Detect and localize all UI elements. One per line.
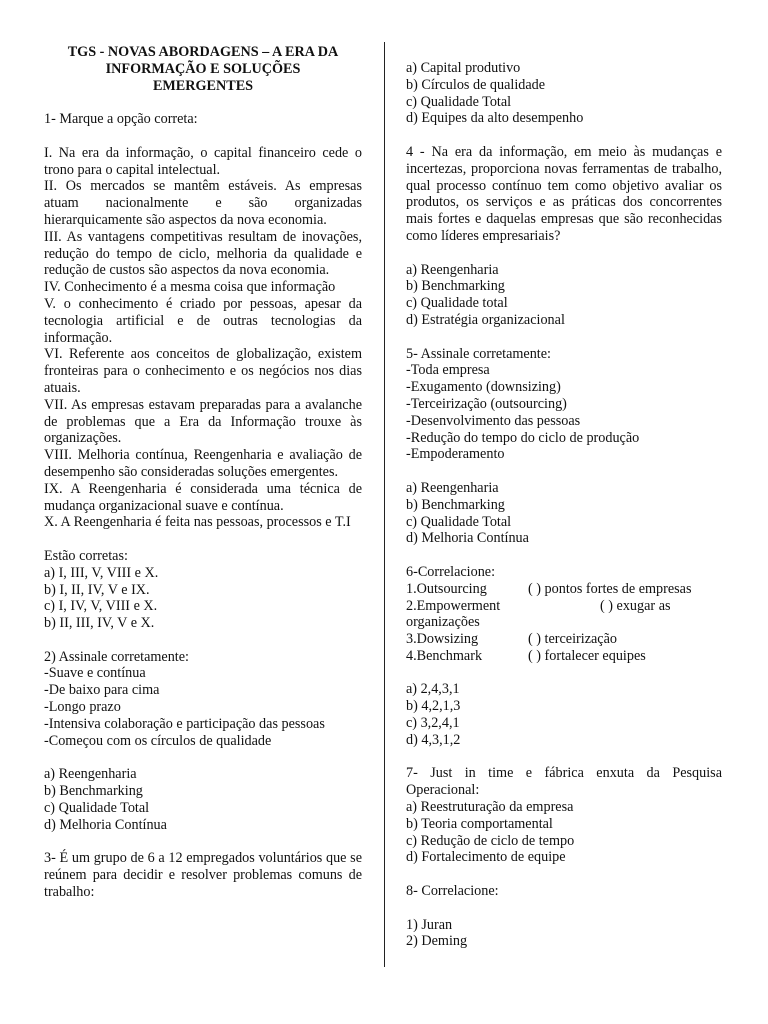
q6-pair [406,648,722,665]
q1-statement: VI. Referente aos conceitos de globalização, existem fronteiras para o conhecimento e os negócios nos dias atuais. [44,346,362,396]
q3-option: a) Capital produtivo [406,60,521,76]
q3-option: c) Qualidade Total [406,93,512,110]
q2-item: -Intensiva colaboração e participação das pessoas [44,715,325,732]
q8-prompt: 8- Correlacione: [406,883,499,900]
q2-item: -De baixo para cima [44,682,160,699]
q2-item: -Suave e contínua [44,665,146,682]
q6-pair [406,631,722,648]
q4-option: c) Qualidade total [406,295,508,312]
q3-option: d) Equipes da alto desempenho [406,110,584,127]
q3-option: b) Círculos de qualidade [406,76,546,93]
q2-prompt: 2) Assinale corretamente: [44,648,189,665]
q1-statement: X. A Reengenharia é feita nas pessoas, processos e T.I [44,514,351,531]
q1-statement: VII. As empresas estavam preparadas para a avalanche de problemas que a Era da Informação trouxe às organizações. [44,396,362,447]
title-line: INFORMAÇÃO E SOLUÇÕES [105,60,301,77]
q5-item: -Empoderamento [406,446,505,463]
q6-pair-right: ( ) pontos fortes de empresas [528,580,692,597]
q7-option: b) Teoria comportamental [406,815,553,832]
q4-option: d) Estratégia organizacional [406,311,565,328]
q5-item: -Desenvolvimento das pessoas [406,412,581,429]
q5-option: d) Melhoria Contínua [406,530,529,547]
q6-pair [406,581,722,598]
q1-option: c) I, IV, V, VIII e X. [44,598,158,615]
document-title [44,44,362,94]
q5-prompt: 5- Assinale corretamente: [406,345,551,362]
q2-option: a) Reengenharia [44,766,137,783]
q4-option: a) Reengenharia [406,261,499,278]
q1-option: b) I, II, IV, V e IX. [44,581,150,598]
q3-prompt: 3- É um grupo de 6 a 12 empregados voluntários que se reúnem para decidir e resolver problemas comuns de trabalho: [44,850,362,900]
q7-option: a) Reestruturação da empresa [406,799,574,816]
q2-option: c) Qualidade Total [44,799,150,816]
q2-item: -Começou com os círculos de qualidade [44,732,272,749]
q5-item: -Exugamento (downsizing) [406,379,561,396]
q1-prompt: 1- Marque a opção correta: [44,111,198,128]
q2-option: d) Melhoria Contínua [44,816,167,833]
q1-statement: III. As vantagens competitivas resultam de inovações, redução do tempo de ciclo, melhoria da qualidade e redução de custos são aspectos da nova economia. [44,228,362,279]
q7-prompt: 7- Just in time e fábrica enxuta da Pesquisa Operacional: [406,765,722,799]
q1-statement: IV. Conhecimento é a mesma coisa que informação [44,279,336,296]
q5-item: -Terceirização (outsourcing) [406,395,567,412]
q6-pair-left: 1.Outsourcing [406,580,487,597]
q6-pair-right: ( ) terceirização [528,631,617,648]
q1-statement: VIII. Melhoria contínua, Reengenharia e avaliação de desempenho são consideradas soluções emergentes. [44,447,362,480]
q6-pair-right: ( ) exugar as [600,597,671,614]
q2-item: -Longo prazo [44,699,121,716]
q6-option: a) 2,4,3,1 [406,681,460,698]
left-column [44,44,362,901]
q4-prompt: 4 - Na era da informação, em meio às mudanças e incertezas, proporciona novas ferramentas de trabalho, qual processo contínuo tem como objetivo avaliar os produtos, os serviços e as práticas dos concorrentes mais fortes e daquelas empresas que são reconhecidas como líderes empresariais? [406,143,722,244]
q7-option: d) Fortalecimento de equipe [406,849,566,866]
q5-item: -Toda empresa [406,362,490,379]
q5-option: a) Reengenharia [406,479,499,496]
q6-pair-right: ( ) fortalecer equipes [528,647,646,664]
q5-item: -Redução do tempo do ciclo de produção [406,429,640,446]
q6-pair-left: 4.Benchmark [406,647,483,664]
q6-option: c) 3,2,4,1 [406,715,460,732]
q5-option: b) Benchmarking [406,496,505,513]
q1-subprompt: Estão corretas: [44,547,128,564]
q2-option: b) Benchmarking [44,783,143,800]
column-divider [384,42,385,967]
q6-prompt: 6-Correlacione: [406,563,496,580]
q8-item: 1) Juran [406,916,453,933]
title-line: TGS - NOVAS ABORDAGENS – A ERA DA [67,44,339,60]
q6-option: d) 4,3,1,2 [406,731,461,748]
q1-option: a) I, III, V, VIII e X. [44,564,159,581]
q6-continuation: organizações [406,614,480,631]
q6-option: b) 4,2,1,3 [406,698,461,715]
q1-statement: II. Os mercados se mantêm estáveis. As empresas atuam nacionalmente e são organizadas hierarquicamente são aspectos da nova economia. [44,178,362,228]
q4-option: b) Benchmarking [406,278,505,295]
q1-statement: I. Na era da informação, o capital financeiro cede o trono para o capital intelectual. [44,144,362,178]
q5-option: c) Qualidade Total [406,513,512,530]
right-column [406,60,722,950]
q1-option: b) II, III, IV, V e X. [44,615,155,632]
q8-item: 2) Deming [406,933,468,950]
q1-statement: IX. A Reengenharia é considerada uma técnica de mudança organizacional suave e contínua. [44,480,362,514]
q1-statement: V. o conhecimento é criado por pessoas, apesar da tecnologia artificial e de outras tecnologias da informação. [44,295,362,346]
title-line: EMERGENTES [152,77,254,94]
q6-pair-left: 3.Dowsizing [406,631,479,648]
q6-pair-left: 2.Empowerment [406,597,501,614]
q6-pair [406,598,722,615]
q7-option: c) Redução de ciclo de tempo [406,832,575,849]
